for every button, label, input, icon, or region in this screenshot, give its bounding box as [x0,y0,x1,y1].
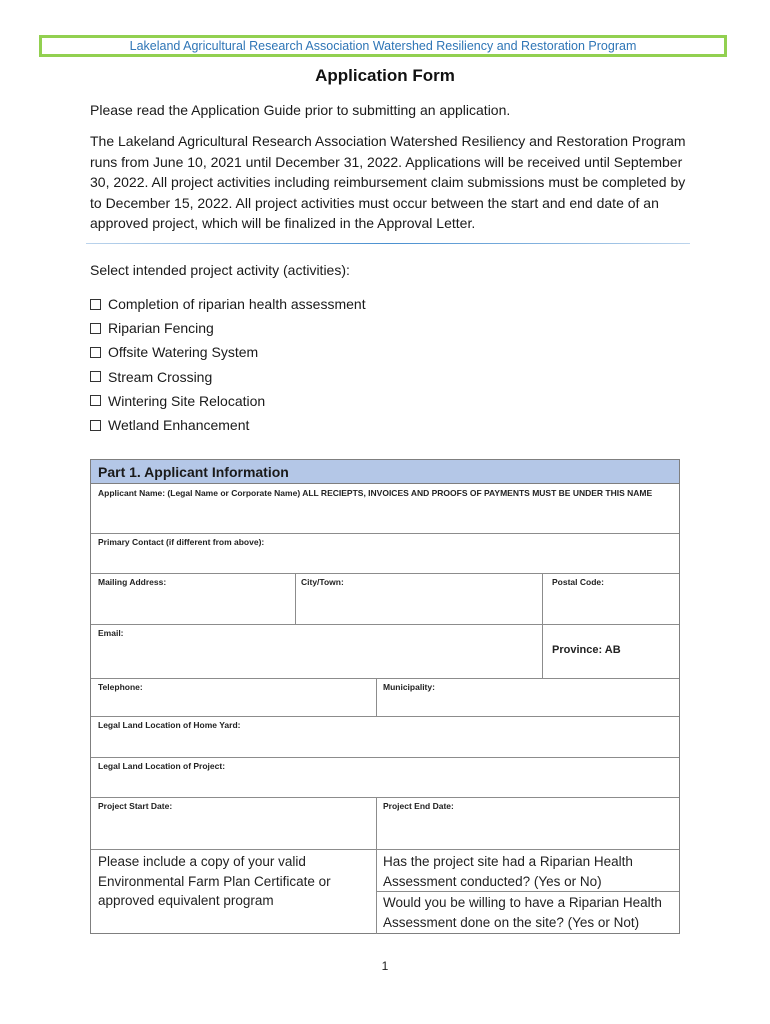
page-title: Application Form [315,66,455,85]
row-divider [91,573,679,574]
row-divider [91,624,679,625]
activity-item[interactable] [90,292,366,316]
row-divider [91,678,679,679]
intro-guide-note: Please read the Application Guide prior to submitting an application. [90,102,511,118]
applicant-name-field[interactable]: Applicant Name: (Legal Name or Corporate Name) ALL RECIEPTS, INVOICES AND PROOFS OF PAYMENTS MUST BE UNDER THIS NAME [98,488,653,498]
efp-certificate-note: Please include a copy of your valid Environmental Farm Plan Certificate or approved equivalent program [98,854,331,908]
activity-item[interactable] [90,316,366,340]
intro-program-description: The Lakeland Agricultural Research Association Watershed Resiliency and Restoration Program runs from June 10, 2021 until December 31, 2022. Applications will be received until September 30, 2022. All project activities including reimbursement claim submissions must be completed by to December 15, 2022. All project activities must occur between the start and end date of an approved project, which will be finalized in the Approval Letter. [90,133,686,231]
program-banner: Lakeland Agricultural Research Association Watershed Resiliency and Restoration Program [39,35,727,57]
col-divider [376,797,377,934]
home-yard-location-field[interactable]: Legal Land Location of Home Yard: [98,720,241,730]
checkbox[interactable] [90,347,101,358]
city-town-field[interactable]: City/Town: [301,577,344,587]
row-divider [376,891,679,892]
activity-label: Stream Crossing [108,368,213,385]
email-field[interactable]: Email: [98,628,124,638]
checkbox[interactable] [90,299,101,310]
project-end-date-field[interactable]: Project End Date: [383,801,454,811]
row-divider [91,797,679,798]
row-divider [91,757,679,758]
row-divider [91,849,679,850]
checkbox[interactable] [90,371,101,382]
activity-label: Offsite Watering System [108,344,259,361]
activity-label: Wetland Enhancement [108,417,250,434]
applicant-information-table [90,459,680,934]
checkbox[interactable] [90,395,101,406]
checkbox[interactable] [90,323,101,334]
row-divider [91,716,679,717]
activity-item[interactable] [90,413,366,437]
postal-code-field[interactable]: Postal Code: [552,577,604,587]
section-divider [86,243,690,244]
project-location-field[interactable]: Legal Land Location of Project: [98,761,226,771]
activity-item[interactable] [90,389,366,413]
province-value: Province: AB [552,644,621,656]
project-start-date-field[interactable]: Project Start Date: [98,801,173,811]
riparian-assessment-question[interactable]: Has the project site had a Riparian Health Assessment conducted? (Yes or No) [383,854,633,889]
row-divider [91,533,679,534]
municipality-field[interactable]: Municipality: [383,682,435,692]
telephone-field[interactable]: Telephone: [98,682,143,692]
page-number: 1 [381,959,389,973]
activity-label: Wintering Site Relocation [108,392,266,409]
col-divider [376,678,377,716]
mailing-address-field[interactable]: Mailing Address: [98,577,167,587]
part1-header: Part 1. Applicant Information [91,460,679,484]
primary-contact-field[interactable]: Primary Contact (if different from above): [98,537,265,547]
activity-checklist [90,292,366,437]
activity-label: Completion of riparian health assessment [108,296,366,313]
activity-label: Riparian Fencing [108,320,214,337]
activity-select-label: Select intended project activity (activities): [90,262,350,278]
activity-item[interactable] [90,340,366,364]
riparian-willingness-question[interactable]: Would you be willing to have a Riparian Health Assessment done on the site? (Yes or Not) [383,895,662,930]
col-divider [295,573,296,624]
col-divider [542,573,543,678]
checkbox[interactable] [90,420,101,431]
activity-item[interactable] [90,365,366,389]
